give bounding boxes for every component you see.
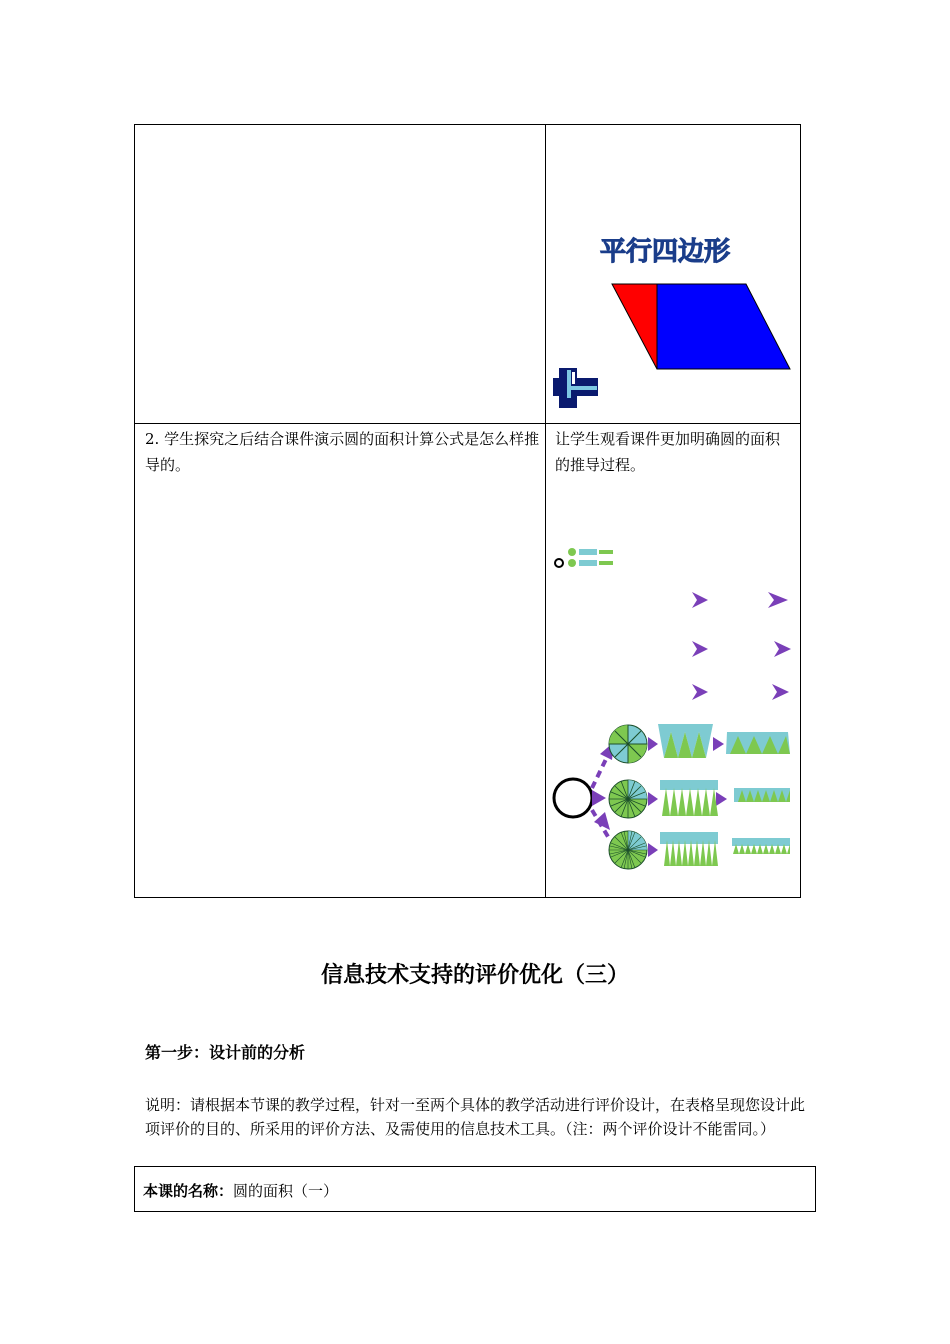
right-bold-phrase: 让学生观看课件 [555, 430, 661, 448]
description-text: 说明：请根据本节课的教学过程，针对一至两个具体的教学活动进行评价设计，在表格呈现您设计此项评价的目的、所采用的评价方法、及需使用的信息技术工具。（注：两个评价设计不能雷同。） [145, 1096, 806, 1138]
circle-32-sectors [609, 831, 647, 869]
red-triangle [612, 284, 657, 369]
left-rest-phrase: 圆的面积计算公式是怎么样推导的。 [145, 430, 540, 474]
row2-left-text [145, 426, 540, 478]
arrow-markers [692, 592, 791, 700]
row2-right-text [555, 426, 795, 478]
blue-parallelogram [657, 284, 790, 369]
thumbnail-icon [555, 548, 613, 567]
strip-row-1 [658, 724, 790, 758]
table-column-divider [545, 124, 546, 898]
circle-16-sectors [609, 780, 647, 818]
lesson-name-line [143, 1180, 338, 1201]
table-row-divider [134, 423, 801, 424]
item-number: 2. [145, 430, 160, 448]
move-cursor-icon [553, 368, 598, 408]
step-title: 第一步：设计前的分析 [145, 1043, 306, 1062]
left-bold-phrase: 学生探究之后结合课件演示 [164, 430, 345, 448]
figure-title: 平行四边形 [599, 237, 731, 267]
lesson-name-value: 圆的面积（一） [233, 1182, 339, 1200]
circle-8-sectors [609, 725, 647, 763]
strip-row-3 [660, 832, 790, 866]
circle-derivation-figure [548, 540, 798, 870]
right-rest-phrase: 更加明确圆的面积的推导过程。 [555, 430, 781, 474]
source-circle [554, 779, 592, 817]
main-heading: 信息技术支持的评价优化（三） [320, 963, 629, 988]
parallelogram-figure [548, 200, 798, 422]
lesson-name-label: 本课的名称： [143, 1182, 234, 1200]
